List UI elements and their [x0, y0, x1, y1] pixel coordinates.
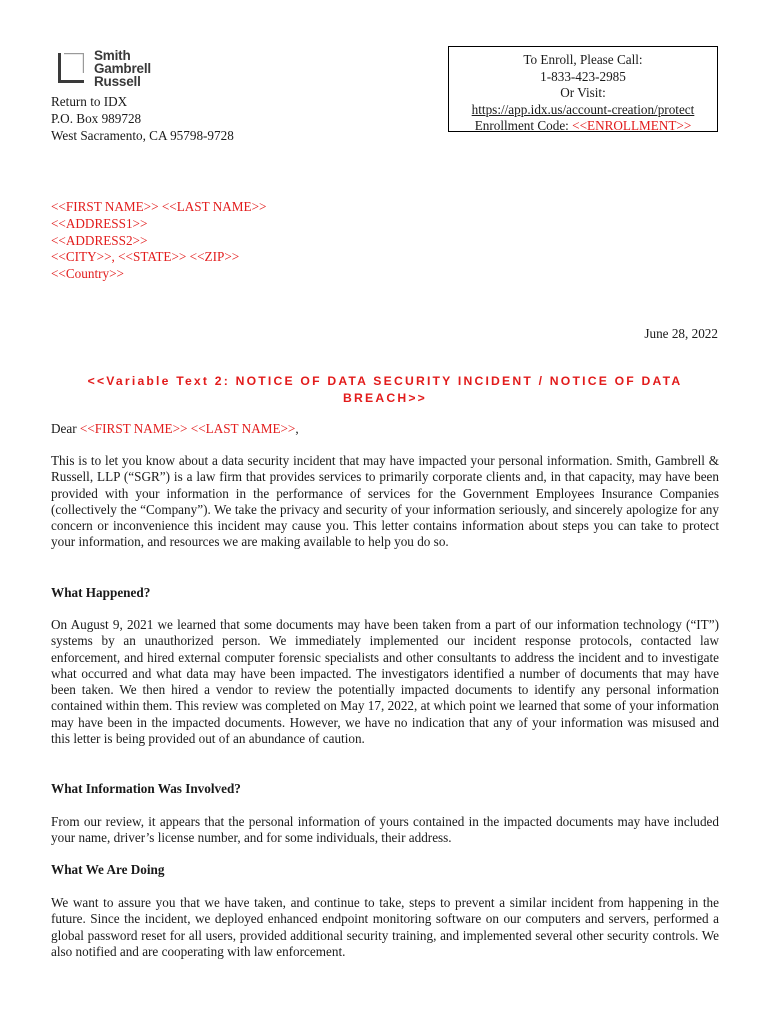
what-happened-paragraph: On August 9, 2021 we learned that some documents may have been taken from a part of our information technology (“IT”) systems by an unauthorized person. We immediately implemented our incident response protocols, contacted law enforcement, and hired external computer forensic specialists and other consultants to address the incident and to investigate what occurred and what data may have been impacted. The investigators identified a number of documents that may have been taken. We then hired a vendor to review the potentially impacted documents to identify any personal information contained within them. This review was completed on May 17, 2022, at which point we learned that some of your information may have been in the impacted documents. However, we have no indication that any of your information was misused and this letter is being provided out of an abundance of caution. — [51, 617, 719, 747]
logo-line-3: Russell — [94, 74, 141, 89]
intro-paragraph: This is to let you know about a data security incident that may have impacted your personal information. Smith, Gambrell & Russell, LLP (“SGR”) is a law firm that provides services to primarily corporate clients and, in that capacity, may have been provided with your information in the performance of services for the Government Employees Insurance Companies (collectively the “Company”). We take the privacy and security of your information seriously, and sincerely apologize for any concern or inconvenience this incident may cause you. This letter contains information about steps you can take to protect your information, and resources we are making available to help you do so. — [51, 453, 719, 550]
letter-date: June 28, 2022 — [644, 326, 718, 341]
enroll-code-label: Enrollment Code: — [474, 118, 573, 133]
salutation-name: <<FIRST NAME>> <<LAST NAME>> — [79, 421, 296, 436]
logo-line-1: Smith — [94, 48, 131, 63]
what-happened-heading: What Happened? — [51, 585, 151, 600]
recipient-address-1: <<ADDRESS1>> — [51, 215, 148, 231]
enroll-code-line — [449, 118, 717, 135]
enrollment-box — [448, 46, 718, 132]
enroll-phone: 1-833-423-2985 — [540, 68, 626, 84]
recipient-name: <<FIRST NAME>> <<LAST NAME>> — [51, 199, 267, 214]
salutation-suffix: , — [295, 421, 299, 436]
salutation — [51, 421, 719, 437]
return-address — [51, 93, 234, 144]
enroll-visit-label: Or Visit: — [560, 85, 606, 100]
what-we-are-doing-heading: What We Are Doing — [51, 862, 165, 877]
salutation-prefix: Dear — [51, 421, 80, 436]
recipient-address-2: <<ADDRESS2>> — [51, 232, 148, 248]
enroll-url-link[interactable]: https://app.idx.us/account-creation/protect — [471, 101, 695, 117]
return-address-line-1: Return to IDX — [51, 94, 128, 109]
recipient-city-state-zip: <<CITY>>, <<STATE>> <<ZIP>> — [51, 249, 240, 265]
firm-logo-wordmark — [94, 49, 151, 88]
letter-title: <<Variable Text 2: NOTICE OF DATA SECURITY INCIDENT / NOTICE OF DATA BREACH>> — [87, 374, 683, 405]
info-involved-paragraph: From our review, it appears that the personal information of yours contained in the impacted documents may have included your name, driver’s license number, and for some individuals, their address. — [51, 814, 719, 846]
recipient-country: <<Country>> — [51, 266, 124, 282]
return-address-line-3: West Sacramento, CA 95798-9728 — [51, 128, 234, 143]
logo-line-2: Gambrell — [94, 61, 151, 76]
enroll-code-value: <<ENROLLMENT>> — [572, 118, 692, 133]
enroll-call-label: To Enroll, Please Call: — [523, 52, 643, 67]
return-address-line-2: P.O. Box 989728 — [51, 111, 142, 126]
firm-logo-mark-icon — [56, 51, 86, 85]
info-involved-heading: What Information Was Involved? — [51, 781, 241, 796]
firm-logo — [56, 49, 176, 91]
what-we-are-doing-paragraph: We want to assure you that we have taken, and continue to take, steps to prevent a similar incident from happening in the future. Since the incident, we deployed enhanced endpoint monitoring software on our computers and servers, performed a global password reset for all users, provided additional security training, and implemented several other security controls. We also notified and are cooperating with law enforcement. — [51, 895, 719, 959]
recipient-address — [51, 199, 266, 283]
